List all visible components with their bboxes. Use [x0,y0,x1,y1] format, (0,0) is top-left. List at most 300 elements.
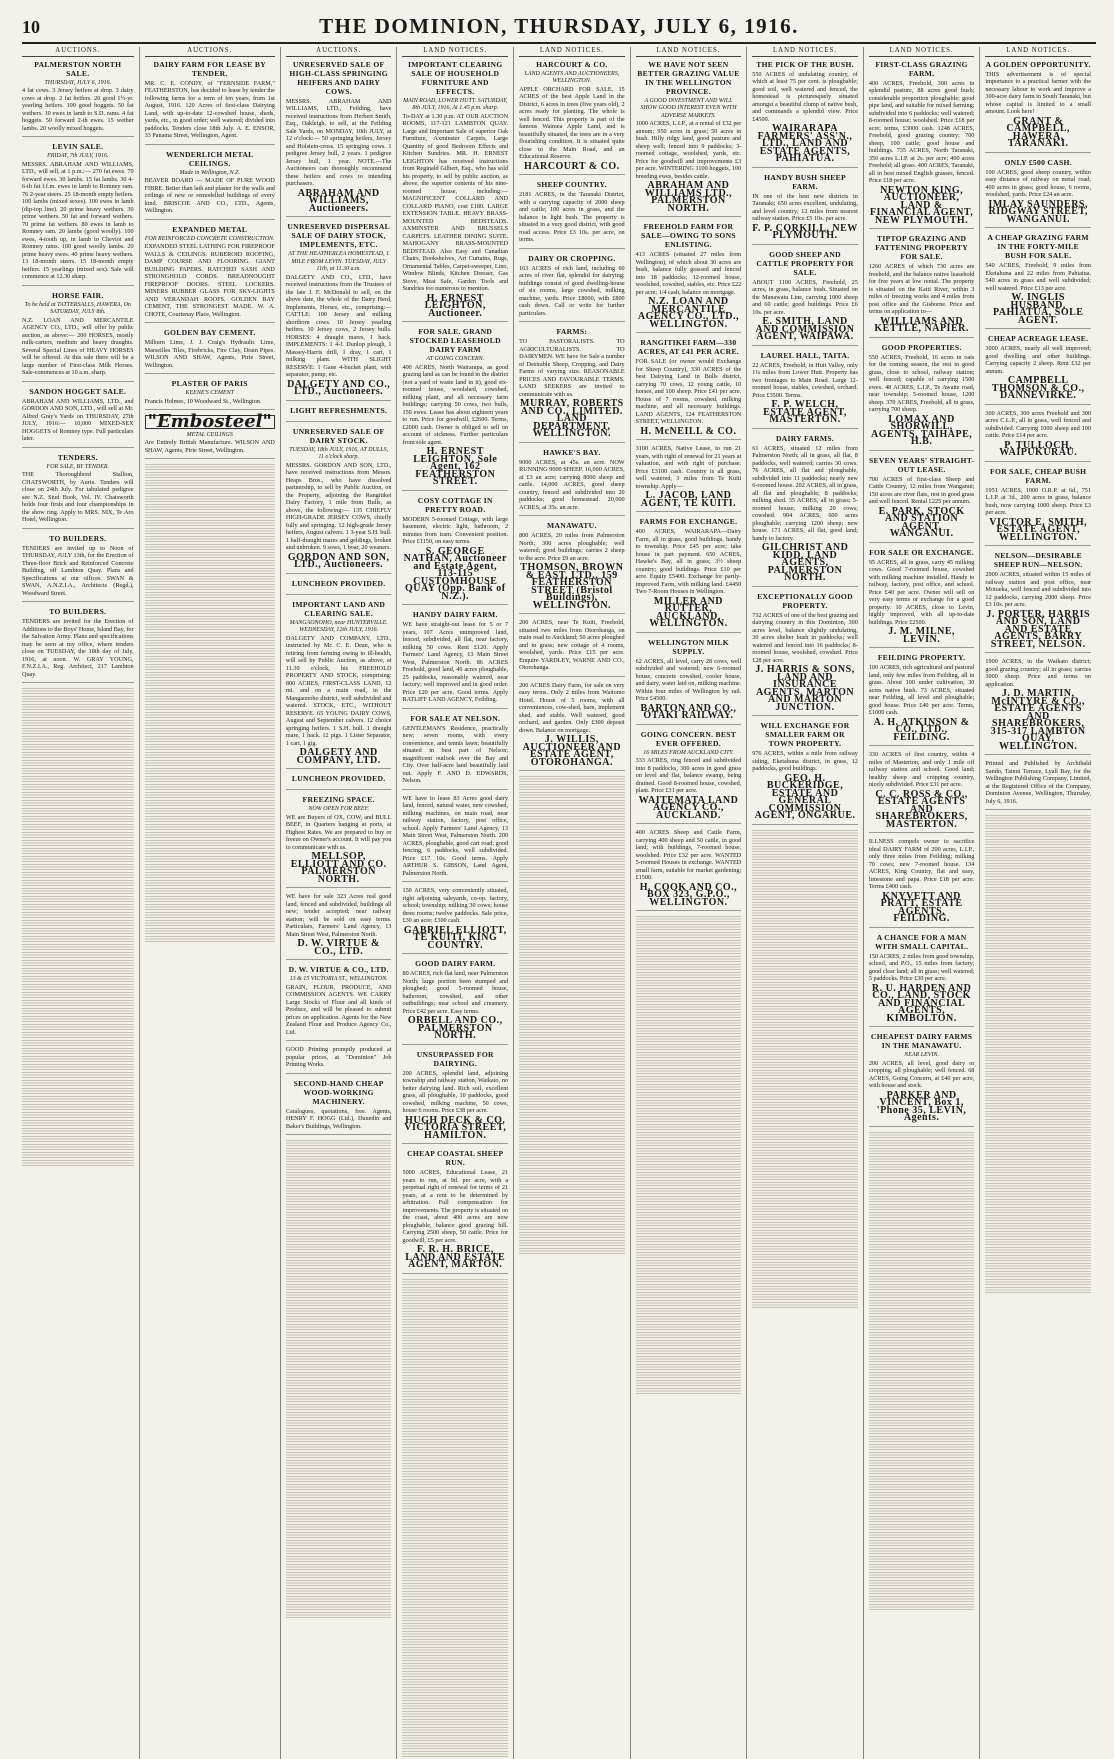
text-texture [752,1022,858,1028]
ad-agent-name: KNYVETT AND PRATT, ESTATE AGENTS, FEILDING. [880,890,963,924]
text-texture [985,847,1091,853]
text-texture [22,944,134,950]
page-number: 10 [22,17,40,37]
text-texture [286,1236,392,1242]
text-texture [402,1551,508,1557]
text-texture [636,1036,742,1042]
text-texture [519,928,625,934]
ad-heading: WE HAVE NOT SEEN BETTER GRAZING VALUE IN THE WELLINGTON PROVINCE. [637,59,740,96]
text-texture [636,1076,742,1082]
ad-body-text: 1951 ACRES, 1000 O.R.P. at 6d., 751 L.I.P. at 3d., 200 acres in grass, balance bush, now carrying 1000 sheep. Price £3 per acre. [985,486,1091,516]
classified-ad [985,658,1091,755]
text-texture [985,935,1091,941]
classified-ad [22,60,134,138]
text-texture [869,1236,975,1242]
text-texture [402,1615,508,1621]
text-texture [519,1224,625,1230]
ad-body-text: 300 ACRES, 300 acres Freehold and 300 acres C.L.P., all in grass, well fenced and subdivided. Carrying 1000 sheep and 100 cattle. Price £14 per acre. [985,409,1091,439]
text-texture [22,1016,134,1022]
ad-heading: HORSE FAIR. [51,290,104,300]
text-texture [286,1612,392,1618]
text-texture [869,1268,975,1274]
column-section-heading: LAND NOTICES. [752,47,858,57]
text-texture [402,1423,508,1429]
text-texture [869,1172,975,1178]
ad-heading: DAIRY FARMS. [775,433,835,443]
text-texture [145,888,275,894]
column-section-heading: AUCTIONS. [286,47,392,57]
text-texture [752,1078,858,1084]
text-texture [519,864,625,870]
classified-ad [286,222,392,401]
text-texture [402,1719,508,1725]
text-texture [145,464,275,470]
text-texture [519,1160,625,1166]
text-texture [402,1599,508,1605]
ad-heading: THE PICK OF THE BUSH. [756,59,854,69]
ad-agent-name: ORBELL AND CO., PALMERSTON NORTH. [407,1015,503,1041]
text-texture [402,1607,508,1613]
text-texture [519,1144,625,1150]
text-texture [22,1160,134,1166]
text-texture [286,1220,392,1226]
text-texture [636,1268,742,1274]
ad-heading: TO BUILDERS. [49,607,107,616]
ad-agent-name: CAMPBELL THOMSON & CO., DANNEVIRKE. [991,375,1085,401]
text-texture [985,1215,1091,1221]
classified-ad [286,1046,392,1074]
text-texture [286,1364,392,1370]
ad-heading: SANDON HOGGET SALE. [29,386,127,396]
ad-agent-name: WAIRARAPA FARMERS' ASS'N., LTD., LAND AND ESTATE AGENTS, PAHIATUA. [757,123,853,164]
ad-heading: FOR SALE, CHEAP BUSH FARM. [990,466,1087,485]
text-texture [402,1671,508,1677]
text-texture [22,1096,134,1102]
text-texture [985,967,1091,973]
ad-agent-name: WAITEMATA LAND AGENCY CO., AUCKLAND. [638,794,739,821]
classified-ad [636,517,742,633]
text-texture [985,1271,1091,1277]
classified-ad [286,1079,392,1136]
text-texture [402,1631,508,1637]
text-texture [752,1054,858,1060]
classified-ad [519,327,625,443]
classified-ad [985,233,1091,329]
text-texture [869,1548,975,1554]
text-texture [519,856,625,862]
text-texture [869,1356,975,1362]
ad-heading: WELLINGTON MILK SUPPLY. [647,637,729,656]
text-texture [752,1158,858,1164]
ad-subheading: 16 MILES FROM AUCKLAND CITY. [643,749,734,756]
ad-agent-name: W. INGLIS HUSBAND, PAHIATUA, SOLE AGENT. [992,292,1084,326]
text-texture [22,736,134,742]
ad-body-text: 80 ACRES, rich flat land, near Palmerston North; large portion been stumped and ploughed; good 5-roomed house, bathroom, cowshed, and other outbuildings; near school and creamery. Price £42 per acre. Easy terms. [402,970,509,1015]
ad-heading: TO BUILDERS. [49,533,107,543]
classified-ad [22,291,134,382]
text-texture [869,1196,975,1202]
text-texture [985,1063,1091,1069]
text-texture [869,1132,975,1138]
text-texture [636,1276,742,1282]
text-texture [752,902,858,908]
text-texture [636,972,742,978]
ad-body-text: 333 ACRES, ring fenced and subdivided into 8 paddocks, 300 acres in good grass on level and flat, balance swamp, being drained. Good 8-roomed house, cowshed, plant. Price £31 per acre. [635,757,742,794]
text-texture [985,1175,1091,1181]
text-texture [286,1308,392,1314]
text-texture [145,856,275,862]
text-texture [752,830,858,836]
ad-heading: NELSON—DESIRABLE SHEEP RUN—NELSON. [993,551,1083,569]
text-texture [869,1204,975,1210]
text-texture [869,1308,975,1314]
text-texture [145,648,275,654]
text-texture [22,1008,134,1014]
text-texture [402,1743,508,1749]
text-texture [145,600,275,606]
text-texture [22,1120,134,1126]
text-texture [752,1206,858,1212]
text-texture [985,1143,1091,1149]
text-texture [752,1006,858,1012]
text-texture [145,584,275,590]
text-texture [869,1348,975,1354]
text-texture [752,878,858,884]
text-texture [869,1596,975,1602]
ad-body-text: WE are Buyers of OX, COW, and BULL BEEF, in Quarters hanging at ports, at Highest Rates. We are prepared to buy or freeze on Owner's account. It will pay you to communicate with us. [285,813,392,851]
ad-heading: GOOD PROPERTIES. [881,342,962,352]
text-texture [145,576,275,582]
text-texture [869,1276,975,1282]
text-texture [752,950,858,956]
ad-body-text: BEAVER BOARD — MADE OF PURE WOOD FIBRE. Better than lath and plaster for the walls and ceilings of new or remodelled buildings of every kind. BRISCOE AND CO., LTD., Agents, Wellington. [144,177,275,214]
classified-ad [869,60,975,230]
text-texture [985,871,1091,877]
classified-ad [402,714,508,790]
text-texture [869,1252,975,1258]
text-texture [22,928,134,934]
text-texture [752,1198,858,1204]
text-texture [145,520,275,526]
classified-ad [869,838,975,928]
classified-ad [402,795,508,883]
text-texture [22,920,134,926]
text-texture [22,704,134,710]
text-texture [636,1204,742,1210]
column-section-heading: LAND NOTICES. [519,47,625,57]
text-texture [985,863,1091,869]
classified-ad [636,60,742,218]
ad-subheading: NOW OPEN FOR BEEF. [308,806,369,812]
ad-agent-name: F. P. CORKILL, NEW PLYMOUTH. [752,222,858,241]
text-texture [145,728,275,734]
text-texture [636,1284,742,1290]
text-texture [636,1340,742,1346]
text-texture [636,932,742,938]
ad-subheading: A GOOD INVESTMENT AND WILL SHOW GOOD INTEREST EVEN WITH ADVERSE MARKETS. [640,97,737,119]
ad-body-text: 150 ACRES, very conveniently situated, right adjoining saleyards, co-op. factory, school; township; milking 30 cows; house three rooms; twelve paddocks. Sale price, £30 an acre; £300 cash. [402,887,509,924]
classified-ad [985,60,1091,153]
ad-agent-name: MILLER AND RUTTER, AUCKLAND, WELLINGTON. [649,595,728,629]
text-texture [636,1012,742,1018]
text-texture [519,776,625,782]
ad-subheading: FOR REINFORCED CONCRETE CONSTRUCTION. [144,235,275,242]
ad-body-text: Printed and Published by Archibald Sando, Tainui Terrace, Lyall Bay, for the Wellington Publishing Company, Limited, at the Registered Office of the Company, Dominion Avenue, Wellington, Thursday, July 6, 1916. [985,760,1091,805]
text-texture [752,1118,858,1124]
classified-ad [985,410,1091,462]
ad-body-text: 400 ACRES Sheep and Cattle Farm, carrying 400 sheep and 50 cattle, in good land; with buildings, 7-roomed house, woolshed. Price £32 per acre. WANTED 5-roomed Houses in exchange. WANTED small farm, suitable for market gardening; £1500. [635,829,742,881]
text-texture [752,1070,858,1076]
text-texture [636,1124,742,1130]
text-texture [22,1040,134,1046]
ad-body-text: Milburn Lime, J. J. Craig's Hydraulic Lime, Marseilles Tiles, Firebricks, Fire Clay, Drain Pipes. WILSON AND SHAW, Agents, Pirie Street, Wellington. [144,339,275,369]
text-texture [869,1372,975,1378]
ad-agent-name: GABRIEL ELLIOTT, TE KUITI, KING COUNTRY. [403,924,507,951]
text-texture [636,1092,742,1098]
text-texture [985,1023,1091,1029]
ad-body-text: MR. C. E. CONDY, of "FERNSIDE FARM," FEATHERSTON, has decided to lease by tender the following farms for a term of ten years, from 1st August, 1916. 120 Acres of first-class Dairying Land, with up-to-date 12-cowshed house, sheds, yards, etc., in good order; well watered; divided into paddocks. Tenders close 18th July. A. E. ENSOR, 33 Panama Street, Wellington, Agent. [144,79,275,139]
text-texture [145,544,275,550]
text-texture [145,928,275,934]
ad-body-text: 3000 ACRES, nearly all well improved; good dwelling and other buildings. Carrying capacity 2 sheep. Rent £32 per annum. [985,345,1091,375]
text-texture [145,720,275,726]
ad-agent-name: ABRAHAM AND WILLIAMS LTD., PALMERSTON NORTH. [644,180,733,214]
text-texture [519,1152,625,1158]
ad-heading: IMPORTANT CLEARING SALE OF HOUSEHOLD FURNITURE AND EFFECTS. [408,59,503,96]
text-texture [752,1134,858,1140]
text-texture [636,1148,742,1154]
text-texture [636,940,742,946]
ad-heading: TENDERS. [57,452,98,462]
text-texture [402,1735,508,1741]
text-texture [985,1111,1091,1117]
text-texture [402,1623,508,1629]
text-texture [636,956,742,962]
classified-ad [22,534,134,603]
ad-body-text: THIS advertisement is of special importance to a practical farmer with the necessary labour to work and improve a 300-acre dairy farm in South Taranaki, but whose capital is limited to a small amount. Look here! [985,70,1091,115]
classified-ad [636,222,742,333]
text-texture [869,1284,975,1290]
classified-ad [636,445,742,512]
text-texture [636,1308,742,1314]
text-texture [519,936,625,942]
ad-body-text: 540 ACRES, Freehold, 9 miles from Eketahuna and 22 miles from Pahiatua. 540 acres in grass and well subdivided; well watered. Price £13 per acre. [985,262,1091,292]
text-texture [286,1300,392,1306]
text-texture [752,862,858,868]
text-texture [519,944,625,950]
classified-ad [519,619,625,677]
text-texture [286,1324,392,1330]
text-texture [145,560,275,566]
ad-agent-name: D. W. VIRTUE & CO., LTD. [297,938,380,957]
ad-body-text: To-DAY at 1.30 p.m. AT OUR AUCTION ROOMS, 117-121 LAMBTON QUAY. Large and Important Sale of superior Oak Furniture, Axminster Carpets, Large Quantity of good Bedroom Effects and Kitchen Sundries. MR. H. ERNEST LEIGHTON has received instructions from Reginald Gilbert, Esq., who has sold his property, to sell by public auction, as above, the superior contents of his nine-roomed house, including:— MAGNIFICENT COLLARD AND COLLARD PIANO, cost £180. LARGE EXTENSION TABLE. HEAVY BRASS-MOUNTED BEDSTEADS. AXMINSTER AND BRUSSELS CARPETS. LEATHER DINING SUITE. MAHOGANY BRASS-MOUNTED BEDSTEAD. Also Easy and Canadian Chairs, Bookshelves, Art Curtains, Rugs, Ornamental Tables, Carpet-sweeper, Lino, Window Blinds, Kitchen Dresser, Gas Stove, Meat Safe, Garden Tools and Sundries too numerous to mention. [402,112,509,292]
text-texture [145,800,275,806]
text-texture [286,1500,392,1506]
text-texture [22,968,134,974]
ad-body-text: 1000 ACRES, L.I.P., at a rental of £32 per annum; 950 acres in grass; 50 acres in bush. Hilly ridgy land, good pasture and sheep well; fenced into 9 paddocks; 3-roomed cottage, woolshed, yards, etc. Price for goodwill and improvements £3 per acre. WINTERING 1100 hoggets, 100 breeding ewes, besides cattle. [635,120,742,180]
text-texture [402,1583,508,1589]
text-texture [286,1396,392,1402]
text-texture [636,1196,742,1202]
text-texture [286,1388,392,1394]
text-texture [22,712,134,718]
text-texture [869,1188,975,1194]
ad-agent-name: J. WILLIS, AUCTIONEER AND ESTATE AGENT, OTOROHANGA. [522,734,622,768]
text-texture [869,1220,975,1226]
text-texture [985,1031,1091,1037]
classified-ad [985,467,1091,547]
classified-ad [519,682,625,772]
text-texture [985,1007,1091,1013]
classified-ad [402,60,508,323]
text-texture [402,1655,508,1661]
text-texture [286,1492,392,1498]
text-texture [752,1166,858,1172]
text-texture [985,855,1091,861]
text-texture [869,1292,975,1298]
text-texture [286,1428,392,1434]
ad-body-text: TENDERS are invited up to Noon of THURSDAY, JULY 13th, for the Erection of Three-floor Brick and Reinforced Concrete Building, off Lambton Quay. Plans and Specifications at our offices. SWAN & SWAN, A.N.Z.I.A., Architects (Regd.), Woodward Street. [22,544,134,597]
text-texture [636,1220,742,1226]
ad-body-text: N.Z. LOAN AND MERCANTILE AGENCY CO., LTD., will offer by public auction, as above:— 200 HORSES, mostly milk-carters, medium and heavy draughts. Several Special Lines of HEAVY HORSES will be offered. At this sale there will be a large number of First-class Milk Horses. Sale-commences at 10 a.m. sharp. [22,316,134,376]
text-texture [752,990,858,996]
classified-ad [402,327,508,491]
text-texture [519,832,625,838]
text-texture [636,1060,742,1066]
text-texture [286,1228,392,1234]
text-texture [519,888,625,894]
text-texture [985,1207,1091,1213]
text-texture [985,983,1091,989]
text-texture [636,924,742,930]
text-texture [519,1072,625,1078]
ad-body-text: Francis Holmes, 10 Woodward St., Wellington. [144,397,262,405]
text-texture [985,991,1091,997]
text-texture [22,864,134,870]
text-texture [402,1679,508,1685]
text-texture [869,1244,975,1250]
text-texture [286,1260,392,1266]
classified-ad [22,142,134,286]
text-texture [985,1119,1091,1125]
text-texture [636,980,742,986]
text-texture [752,1126,858,1132]
text-texture [869,1412,975,1418]
text-texture [286,1532,392,1538]
ad-body-text: IN one of the best new districts in Taranaki; 650 acres excellent, undulating, and level country; 12 miles from nearest railway station. Price £5 10s. per acre. [752,192,858,222]
text-texture [519,1168,625,1174]
text-texture [145,504,275,510]
ad-agent-name: GILCHRIST AND KIDD, LAND AGENTS, PALMERSTON NORTH. [761,542,849,583]
text-texture [636,1364,742,1370]
ad-body-text: 100 ACRES, rich agricultural and pastoral land, only few miles from Feilding, all in grass. About 100 under cultivation, 30 acres native bush. 73 ACRES, situated near Feilding, all level and ploughable; good house. Price £40 per acre. Terms, £1000 cash. [868,664,975,716]
text-texture [286,1380,392,1386]
text-texture [22,912,134,918]
text-texture [985,887,1091,893]
ad-heading: CHEAPEST DAIRY FARMS IN THE MANAWATU. [870,1032,973,1050]
ad-heading: GOING CONCERN. BEST EVER OFFERED. [640,729,737,748]
text-texture [402,1447,508,1453]
text-texture [402,1519,508,1525]
text-texture [145,744,275,750]
text-texture [402,1751,508,1757]
classified-ad [145,225,275,324]
text-texture [22,752,134,758]
classified-ad [286,893,392,960]
text-texture [402,1343,508,1349]
text-texture [985,1263,1091,1269]
text-texture [145,536,275,542]
classified-ad [144,411,275,459]
text-texture [22,784,134,790]
text-texture [985,1223,1091,1229]
ad-subheading: 13 & 15 VICTORIA ST., WELLINGTON. [289,976,388,982]
text-texture [22,1152,134,1158]
text-texture [869,1180,975,1186]
text-texture [286,1436,392,1442]
text-texture [145,624,275,630]
text-texture [402,1455,508,1461]
text-texture [402,1295,508,1301]
text-texture [752,966,858,972]
text-texture [402,1727,508,1733]
classified-ad [869,343,975,451]
text-texture [869,1500,975,1506]
text-texture [985,1247,1091,1253]
text-texture [869,1148,975,1154]
text-texture [22,696,134,702]
ad-agent-name: HARCOURT & CO. [524,160,620,172]
ad-heading: UNSURPASSED FOR DAIRYING. [416,1049,494,1068]
text-texture [402,1575,508,1581]
text-texture [752,910,858,916]
ad-body-text: GENTLEMAN'S Residence, practically new; seven rooms, with every convenience, and tennis lawn; beautifully situated in best part of Nelson; magnificent outlook over the Bay and City. Over half-acre land beautifully laid out. Apply F. AND D. EDWARDS, Nelson. [402,724,509,784]
text-texture [869,1460,975,1466]
ad-body-text: 550 ACRES of undulating country, of which at least 75 per cent. is ploughable; good soil, well watered and fenced, the homestead is picturesquely situated amongst a beautiful clump of native bush, and commands a splendid view. Price £4500. [752,70,858,123]
text-texture [636,1132,742,1138]
page-column-8 [863,47,980,1759]
text-texture [286,1588,392,1594]
text-texture [286,1172,392,1178]
text-texture [636,1300,742,1306]
text-texture [519,1112,625,1118]
text-texture [519,800,625,806]
text-texture [519,976,625,982]
text-texture [985,975,1091,981]
text-texture [752,1142,858,1148]
text-texture [519,848,625,854]
text-texture [985,1231,1091,1237]
ad-body-text: MESSRS. ABRAHAM AND WILLIAMS, LTD., will sell, at 1 p.m.:— 270 fat ewes. 70 forward ewes. 30 lambs. 15 fat lambs. 30 4-6-th fat f.f.m. ewes in lamb to Romney ram. 76 2-year steers. 25 18-month empty heifers. 100 lambs (mixed sexes). 100 ewes in lamb (dip-top line). 20 prime heavy wethers. 30 prime wethers. 50 fat and forward wethers. 70 prime fat wethers. 80 ewes in lamb to Romney ram. 20 lambs (good woolly). 100 ewes, 4-tooth up, in lamb to Cheviot and Romney rams. 100 good woolly lambs. 20 prime heavy ewes. 40 prime heavy wethers. 13 18-month steers. 15 18-month empty heifers. 15 yearlings (mixed sex). Sale will commence at 12.30 sharp. [22,160,134,280]
text-texture [286,1164,392,1170]
text-texture [752,1278,858,1284]
text-texture [636,1084,742,1090]
ad-heading: GOOD SHEEP AND CATTLE PROPERTY FOR SALE. [756,249,854,277]
text-texture [402,1639,508,1645]
ad-body-text: APPLE ORCHARD FOR SALE. 15 ACRES of the best Apple Land in the District, 6 acres in trees (five years old), 2 acres ready for planting. The whole is well fenced. This property is part of the famous Waimea Apple Land, and is beautifully situated, the trees are in a very flourishing condition. It is situated quite close to the Main Road, and an Educational Reserve. [519,85,625,160]
text-texture [22,840,134,846]
text-texture [402,1591,508,1597]
text-texture [869,1404,975,1410]
text-texture [519,1192,625,1198]
text-texture [752,894,858,900]
ad-body-text: TO PASTORALISTS. TO AGRICULTURALISTS. TO DAIRYMEN. WE have for Sale a number of Desirable Sheep, Cropping, and Dairy Farms of varying size. REASONABLE PRICES AND FAVOURABLE TERMS. LAND SEEKERS are invited to communicate with us. [519,338,625,398]
page-column-9 [979,47,1096,1759]
text-texture [402,1663,508,1669]
text-texture [402,1471,508,1477]
text-texture [402,1703,508,1709]
text-texture [519,1200,625,1206]
